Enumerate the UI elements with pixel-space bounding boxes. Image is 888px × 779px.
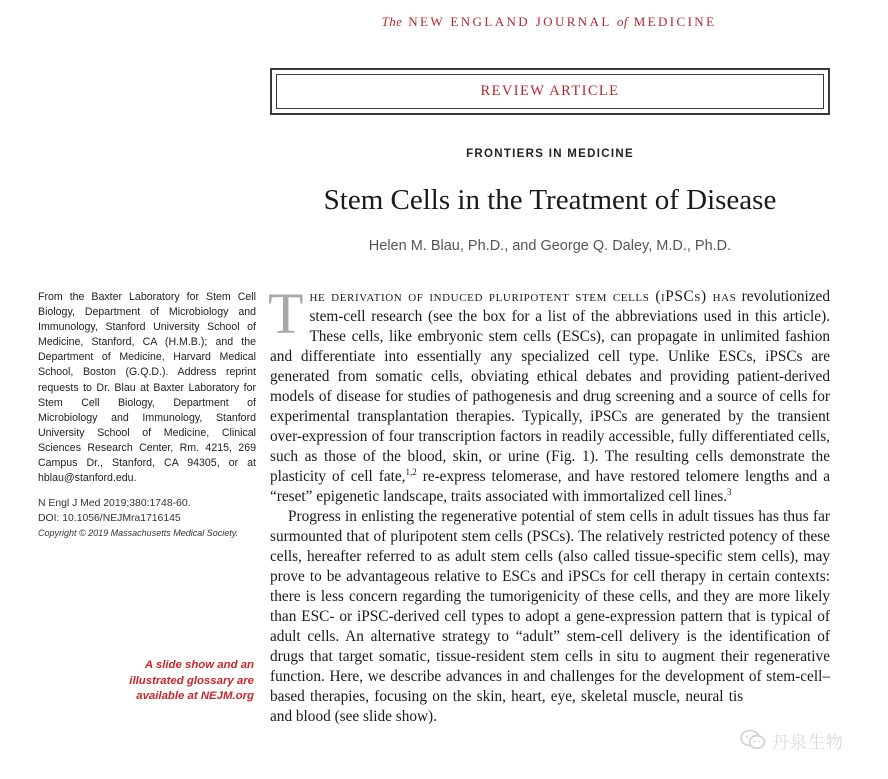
article-type-label: REVIEW ARTICLE [480, 83, 620, 99]
journal-reference: N Engl J Med 2019;380:1748-60. [38, 498, 191, 509]
slideshow-promo-link[interactable]: A slide show and an illustrated glossary are available at NEJM.org [129, 659, 254, 702]
masthead-of: of [616, 14, 629, 29]
section-label: FRONTIERS IN MEDICINE [466, 148, 634, 160]
paragraph-1-text-b: re-express telomerase, and have restored telomere lengths and a “reset” epigenetic landscape, traits associated with immortalized cell lines. [270, 468, 831, 505]
author-list: Helen M. Blau, Ph.D., and George Q. Daley, M.D., Ph.D. [368, 238, 732, 254]
paragraph-2-text-a: Progress in enlisting the regenerative potential of stem cells in adult tissues has thus far surmounted that of pluripotent stem cells (PSCs). The relatively restricted potency of these cells, hereafter referred to as adult stem cells (also called tissue-specific stem cells), may prove to be advantageous relative to ESCs and iPSCs for cell therapy in certain contexts: there is less concern regarding the tumorigenicity of these cells, and they are more likely than ESC- or iPSC-derived cell types to adopt a gene-expression pattern that is typical of adult cells. An alternative strategy to “adult” stem-cell delivery is the identification of drugs that target somatic, tissue-resident stem cells in situ to augment their regenerative function. Here, we describe advances in and challenges for the development of stem-cell–based therapies, focusing on the skin, heart, eye, skeletal muscle, neural tis [270, 508, 830, 705]
watermark-text: 丹泉生物 [772, 732, 844, 753]
citation-block [38, 497, 256, 541]
masthead-journal-part2: MEDICINE [633, 14, 717, 29]
paragraph-1 [268, 281, 831, 507]
article-body [268, 281, 831, 727]
article-title: Stem Cells in the Treatment of Disease [323, 184, 777, 216]
watermark [740, 726, 860, 754]
reference-sup-1[interactable]: 1,2 [405, 466, 417, 477]
lead-in-smallcaps: he derivation of induced pluripotent stem cells (iPSCs) has [309, 288, 737, 305]
journal-masthead [0, 14, 888, 30]
doi-text: DOI: 10.1056/NEJMra1716145 [38, 512, 181, 524]
article-type-inner-frame [276, 74, 824, 109]
paragraph-1-text-a: revolutionized stem-cell research (see the box for a list of the abbreviations used in this article). These cells, like embryonic stem cells (ESCs), can propagate in unlimited fashion and differentiate into essentially any specialized cell type. Unlike ESCs, iPSCs are generated from somatic cells, obviating ethical debates and providing patient-derived models of disease for studies of pathogenesis and drug screening and a source of cells for experimental transplantation therapies. Typically, iPSCs are generated by the transient over-expression of four transcription factors in readily accessible, fully differentiated cells, such as those of the blood, skin, or urine (Fig. 1). The resulting cells demonstrate the plasticity of cell fate, [270, 288, 831, 485]
author-affiliations: From the Baxter Laboratory for Stem Cell Biology, Department of Microbiology and Immunology, Stanford University School of Medicine, Stanford, CA (H.M.B.); and the Department of Medicine, Harvard Medical School, Boston (G.Q.D.). Address reprint requests to Dr. Blau at Baxter Laboratory for Stem Cell Biology, Department of Microbiology and Immunology, Stanford University School of Medicine, Clinical Sciences Research Center, Rm. 4215, 269 Campus Dr., Stanford, CA 94305, or at hblau@stanford.edu. [38, 291, 256, 485]
masthead-journal-part1: NEW ENGLAND JOURNAL [408, 14, 612, 29]
wechat-logo-icon [740, 729, 766, 751]
copyright-notice: Copyright © 2019 Massachusetts Medical Society. [38, 528, 239, 539]
paragraph-2 [270, 507, 830, 727]
paragraph-2-text-b: and blood (see slide show). [270, 708, 437, 725]
drop-cap: T [268, 281, 304, 346]
article-type-box [270, 68, 830, 115]
reference-sup-2[interactable]: 3 [727, 486, 732, 497]
masthead-the: The [381, 14, 403, 29]
